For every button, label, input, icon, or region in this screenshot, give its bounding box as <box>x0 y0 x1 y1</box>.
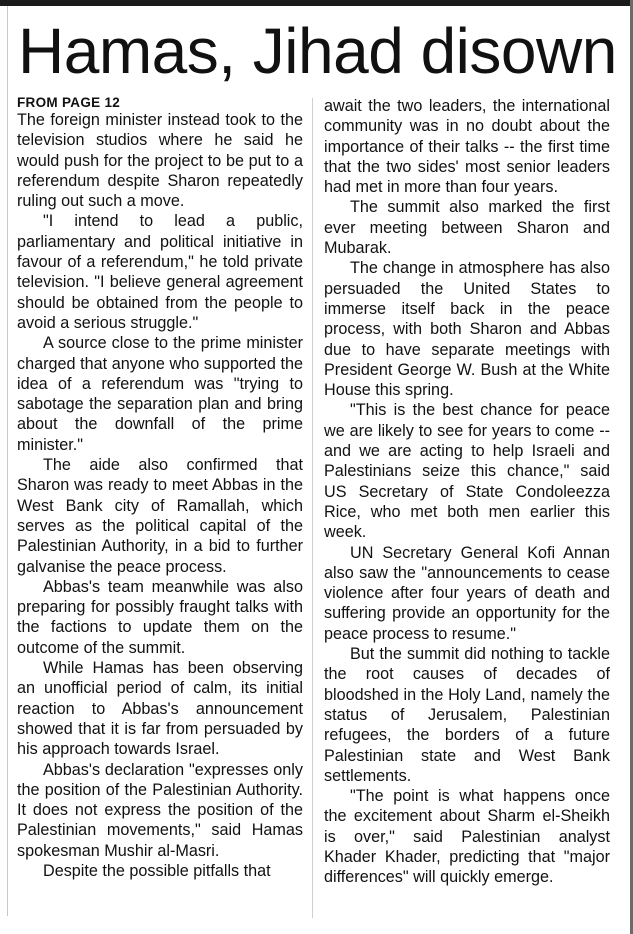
paragraph: The foreign minister instead took to the television studios where he said he would push for the project to be put to a referendum despite Sharon repeatedly ruling out such a move. <box>17 111 303 211</box>
article-column-right <box>324 96 610 918</box>
paragraph: "I intend to lead a public, parliamentary and political initiative in favour of a referendum," he told private television. "I believe general agreement should be obtained from the people to avoid a serious struggle." <box>17 212 303 332</box>
left-border-rule <box>7 6 8 916</box>
paragraph: The summit also marked the first ever meeting between Sharon and Mubarak. <box>324 198 610 258</box>
top-border-rule <box>0 0 633 6</box>
paragraph: The change in atmosphere has also persuaded the United States to immerse itself back in the peace process, with both Sharon and Abbas due to have separate meetings with President George W. Bush at the White House this spring. <box>324 259 610 400</box>
paragraph: But the summit did nothing to tackle the root causes of decades of bloodshed in the Holy Land, namely the status of Jerusalem, Palestinian refugees, the borders of a future Palestinian state and West Bank settlements. <box>324 645 610 785</box>
paragraph: "The point is what happens once the excitement about Sharm el-Sheikh is over," said Palestinian analyst Khader Khader, predicting that "major differences" will quickly emerge. <box>324 787 610 887</box>
paragraph: A source close to the prime minister charged that anyone who supported the idea of a referendum was "trying to sabotage the separation plan and bring about the downfall of the prime minister." <box>17 334 303 454</box>
paragraph: The aide also confirmed that Sharon was ready to meet Abbas in the West Bank city of Ramallah, which serves as the political capital of the Palestinian Authority, in a bid to further galvanise the peace process. <box>17 456 303 576</box>
paragraph: UN Secretary General Kofi Annan also saw the "announcements to cease violence after four years of death and suffering provide an opportunity for the peace process to resume." <box>324 543 610 643</box>
paragraph: Abbas's team meanwhile was also preparing for possibly fraught talks with the factions to update them on the outcome of the summit. <box>17 577 303 657</box>
paragraph: "This is the best chance for peace we are likely to see for years to come -- and we are acting to help Israeli and Palestinians seize this chance," said US Secretary of State Condoleezza Rice, who met both men earlier this week. <box>324 401 610 542</box>
continuation-kicker: FROM PAGE 12 <box>17 96 121 110</box>
headline: Hamas, Jihad disown <box>18 15 617 87</box>
paragraph: Despite the possible pitfalls that <box>43 861 271 880</box>
paragraph: await the two leaders, the international community was in no doubt about the importance of their talks -- the first time that the two sides' most senior leaders had met in more than four years. <box>324 97 610 197</box>
column-divider <box>312 98 313 918</box>
article-column-left <box>17 96 303 918</box>
paragraph: Abbas's declaration "expresses only the position of the Palestinian Authority. It does not express the position of the Palestinian movements," said Hamas spokesman Mushir al-Masri. <box>17 760 303 860</box>
paragraph: While Hamas has been observing an unofficial period of calm, its initial reaction to Abbas's announcement showed that it is far from persuaded by his approach towards Israel. <box>17 659 303 759</box>
